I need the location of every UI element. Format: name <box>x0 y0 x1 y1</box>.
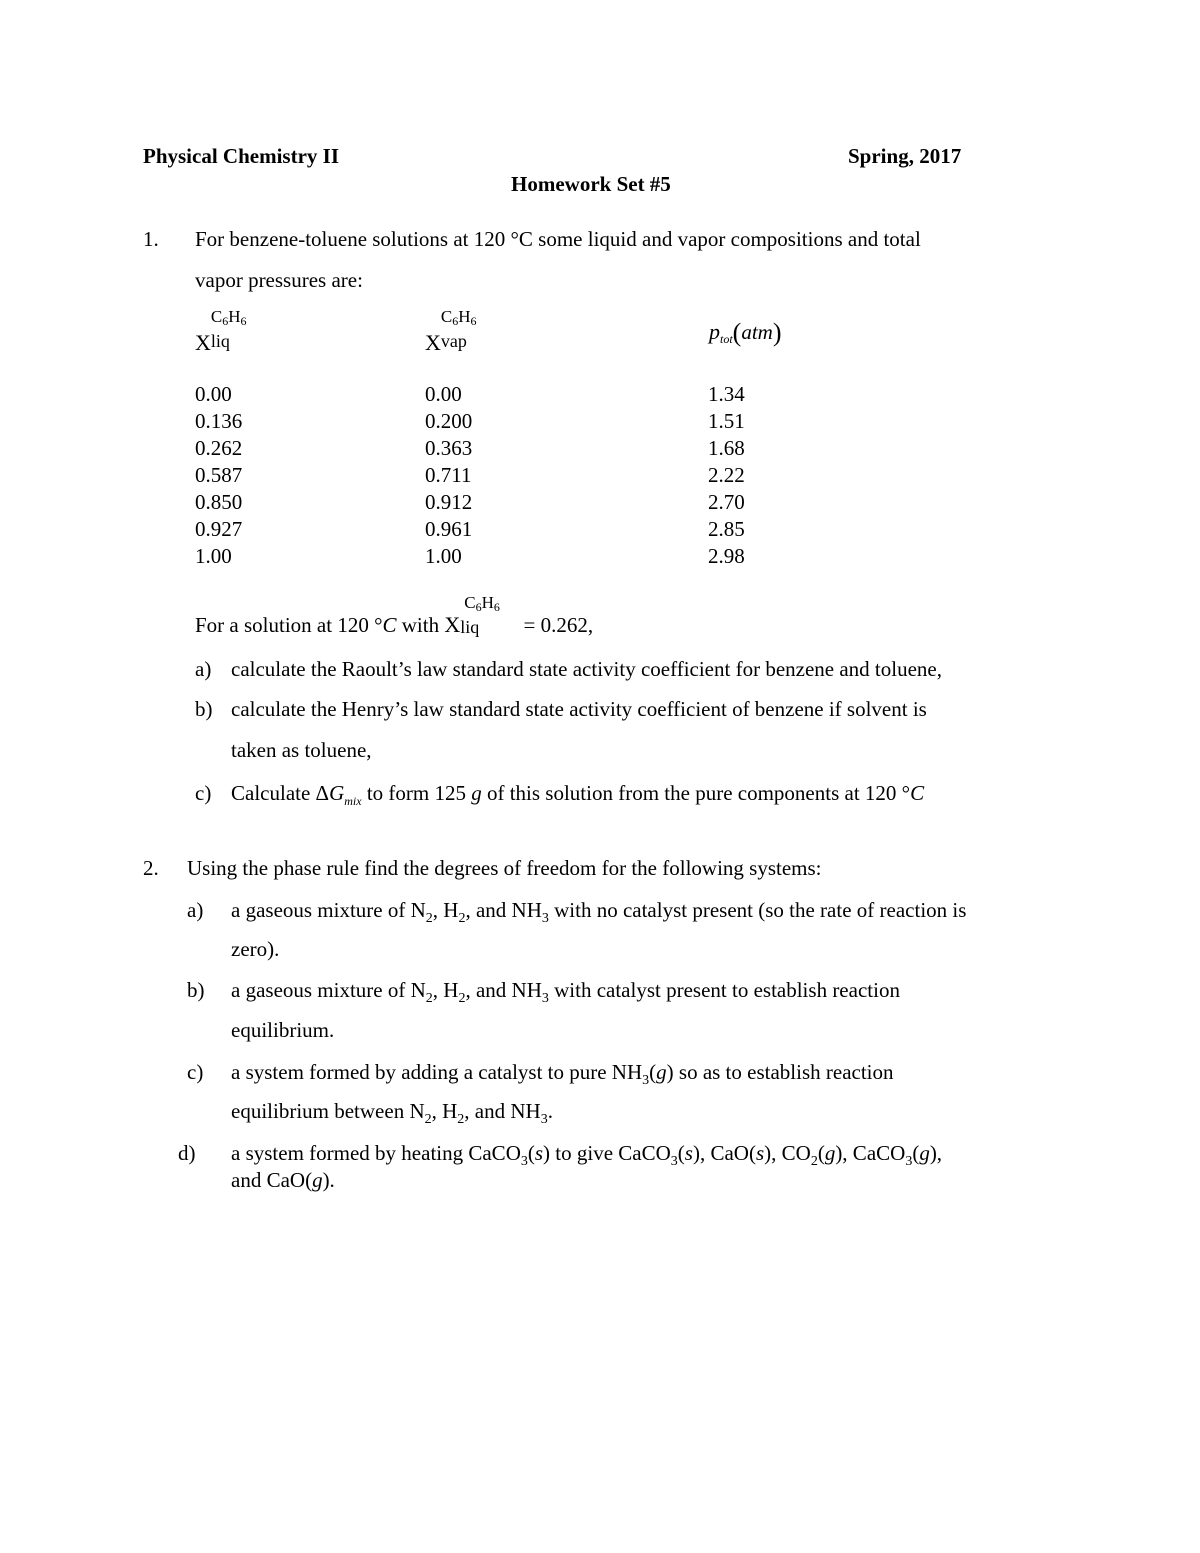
q2-part-d-line1: a system formed by heating CaCO$_3$(s) to give CaCO$_3$(s), CaO(s), $CO_2(g)$, CaCO$_3$(g), <box>231 1141 943 1169</box>
q2-part-a-line1: a gaseous mixture of $N_2$, $H_2$, and $NH_3$ with no catalyst present (so the rate of reaction is <box>231 898 967 926</box>
table-cell: 0.262 <box>195 436 243 460</box>
table-cell: 0.961 <box>425 517 473 541</box>
col-header-xvap: X C6H6 vap <box>425 307 477 355</box>
table-cell: 0.711 <box>425 463 472 487</box>
table-cell: 0.912 <box>425 490 473 514</box>
table-cell: 2.85 <box>708 517 745 541</box>
q2-part-b-line1: a gaseous mixture of $N_2$, $H_2$, and $NH_3$ with catalyst present to establish reaction <box>231 978 900 1006</box>
q1-number: 1. <box>143 227 159 251</box>
q1-part-c-label: c) <box>195 781 212 805</box>
q2-part-c-label: c) <box>187 1060 204 1084</box>
q2-part-b-line2: equilibrium. <box>231 1018 335 1042</box>
table-cell: 0.363 <box>425 436 473 460</box>
table-cell: 0.587 <box>195 463 243 487</box>
course-name: Physical Chemistry II <box>143 144 339 168</box>
table-cell: 0.200 <box>425 409 473 433</box>
q2-part-d-label: d) <box>178 1141 196 1165</box>
table-cell: 2.98 <box>708 544 745 568</box>
q1-part-a-text: calculate the Raoult’s law standard state activity coefficient for benzene and toluene, <box>231 657 942 681</box>
q1-part-b-line1: calculate the Henry’s law standard state activity coefficient of benzene if solvent is <box>231 697 927 721</box>
q2-number: 2. <box>143 856 159 880</box>
table-cell: 1.68 <box>708 436 745 460</box>
q2-part-a-line2: zero). <box>231 937 280 961</box>
q2-part-b-label: b) <box>187 978 205 1002</box>
q1-intro-line2: vapor pressures are: <box>195 268 363 292</box>
solution-statement: For a solution at 120 °C with X C6H6 liq = 0.262, <box>195 593 594 637</box>
q2-part-c-line1: a system formed by adding a catalyst to pure $NH_3(g)$ so as to establish reaction <box>231 1060 894 1088</box>
table-cell: 0.927 <box>195 517 243 541</box>
q2-part-d-line2: and CaO(g). <box>231 1168 335 1192</box>
q1-intro-line1: For benzene-toluene solutions at 120 °C some liquid and vapor compositions and total <box>195 227 921 251</box>
table-cell: 2.70 <box>708 490 745 514</box>
table-cell: 1.51 <box>708 409 745 433</box>
table-cell: 0.850 <box>195 490 243 514</box>
table-cell: 0.00 <box>425 382 462 406</box>
q2-part-c-line2: equilibrium between $N_2$, $H_2$, and $NH_3$. <box>231 1099 553 1127</box>
q2-intro: Using the phase rule find the degrees of freedom for the following systems: <box>187 856 822 880</box>
table-cell: 2.22 <box>708 463 745 487</box>
table-cell: 1.34 <box>708 382 745 406</box>
col-header-xliq: X C6H6 liq <box>195 307 247 355</box>
table-cell: 1.00 <box>195 544 232 568</box>
table-cell: 0.136 <box>195 409 243 433</box>
q1-part-c-text: Calculate $\Delta G_{mix}$ to form 125 g of this solution from the pure components at 120 °C <box>231 781 925 808</box>
q1-part-b-line2: taken as toluene, <box>231 738 372 762</box>
q2-part-a-label: a) <box>187 898 204 922</box>
table-cell: 0.00 <box>195 382 232 406</box>
col-header-ptot: ptot(atm) <box>709 318 782 347</box>
q1-part-a-label: a) <box>195 657 212 681</box>
q1-part-b-label: b) <box>195 697 213 721</box>
table-cell: 1.00 <box>425 544 462 568</box>
term: Spring, 2017 <box>848 144 962 168</box>
page-title: Homework Set #5 <box>511 172 671 196</box>
